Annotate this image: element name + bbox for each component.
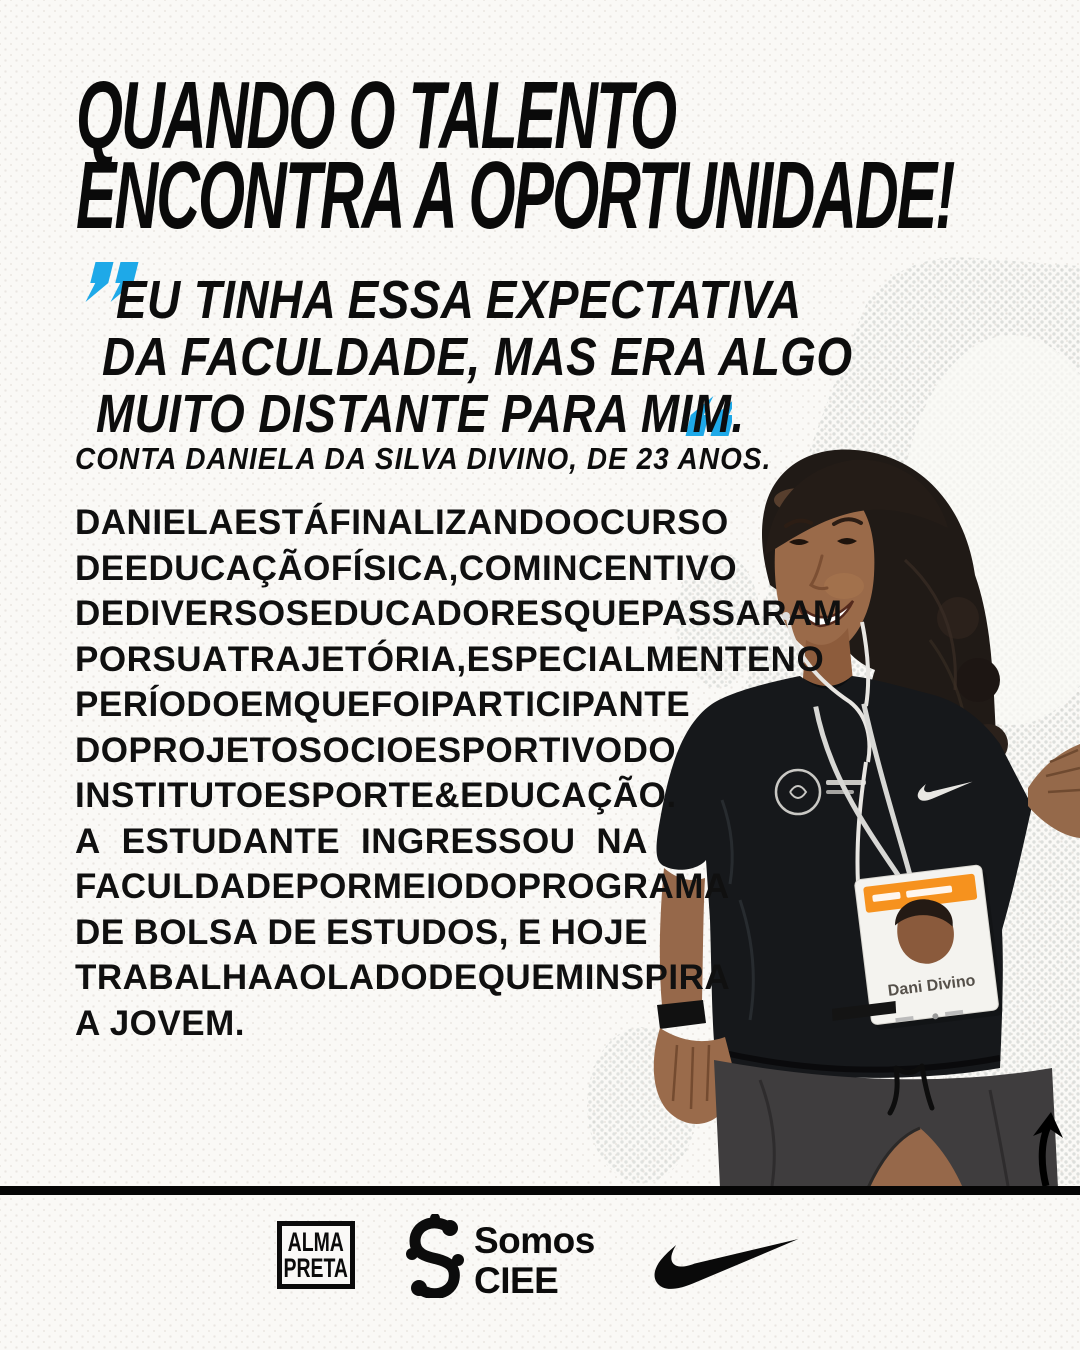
badge-name: Dani Divino [886,972,977,1000]
body-text-line: A JOVEM. [75,1003,245,1043]
body-text-line: DE DIVERSOS EDUCADORES QUE PASSARAM [75,594,843,633]
body-text-line: DE BOLSA DE ESTUDOS, E HOJE [75,912,648,952]
body-text-line: POR SUA TRAJETÓRIA, ESPECIALMENTE NO [75,639,825,679]
body-text-line: PERÍODO EM QUE FOI PARTICIPANTE [75,685,691,724]
quote-attribution: CONTA DANIELA DA SILVA DIVINO, DE 23 ANOS. [75,441,772,476]
nike-swoosh-icon [650,1234,802,1290]
alma-preta-line-1: ALMA [287,1227,345,1257]
ciee-logo-text [474,1221,595,1301]
body-text-line: FACULDADE POR MEIO DO PROGRAMA [75,867,730,906]
body-text-line: DANIELA ESTÁ FINALIZANDO O CURSO [75,503,729,542]
headline-line-1: QUANDO O TALENTO [76,62,676,169]
alma-preta-logo [277,1221,355,1289]
quote-line-1: EU TINHA ESSA EXPECTATIVA [116,270,802,330]
body-text-line: TRABALHA AO LADO DE QUEM INSPIRA [75,958,731,997]
body-text-line: DO PROJETO SOCIOESPORTIVO DO [75,730,677,770]
ciee-text-line-2: CIEE [474,1260,559,1301]
body-text-line: INSTITUTO ESPORTE & EDUCAÇÃO. [75,776,677,815]
body-text-line: DE EDUCAÇÃO FÍSICA, COM INCENTIVO [75,548,738,588]
alma-preta-line-2: PRETA [283,1253,349,1283]
quote-line-3: MUITO DISTANTE PARA MIM. [96,384,745,444]
ciee-text-line-1: Somos [474,1220,595,1261]
ciee-logo-icon [406,1214,464,1298]
headline-line-2: ENCONTRA A OPORTUNIDADE! [76,142,954,249]
body-text-line: A ESTUDANTE INGRESSOU NA [75,821,648,861]
body-paragraph [75,500,843,1046]
quote-line-2: DA FACULDADE, MAS ERA ALGO [102,327,853,387]
divider-line [0,1186,1080,1195]
